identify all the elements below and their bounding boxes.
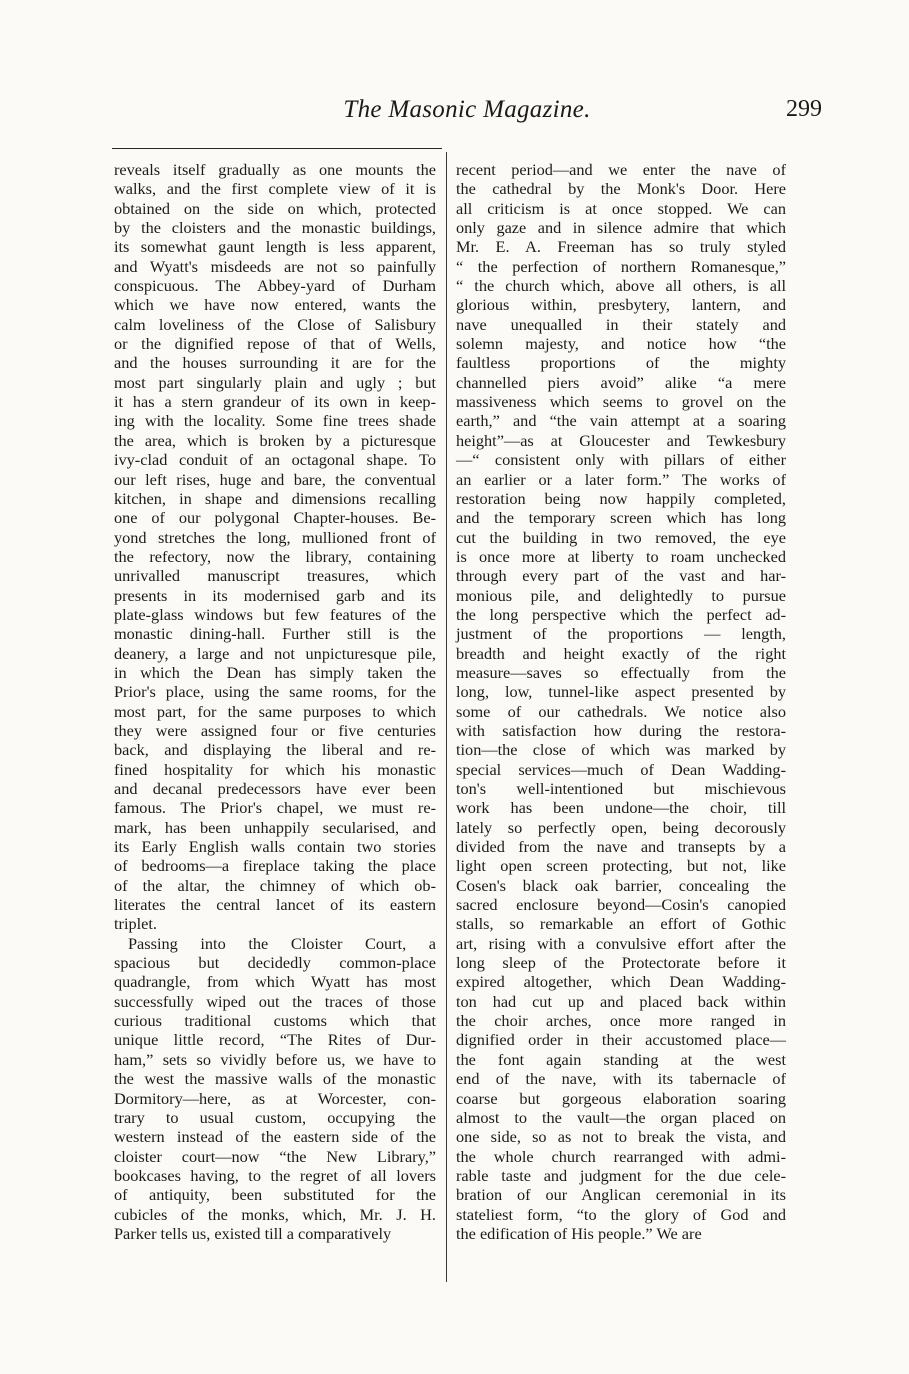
right-column-line: stateliest form, “to the glory of God and xyxy=(456,1204,786,1224)
left-column-line: calm loveliness of the Close of Salisbury xyxy=(114,314,436,334)
left-column-line: mark, has been unhappily secularised, and xyxy=(114,817,436,837)
left-column-line: its Early English walls contain two stories xyxy=(114,837,436,857)
page-header xyxy=(112,96,822,136)
left-column-line: Dormitory—here, as at Worcester, con- xyxy=(114,1088,436,1108)
right-column-line: rable taste and judgment for the due cele- xyxy=(456,1165,786,1185)
left-column-line: successfully wiped out the traces of those xyxy=(114,991,436,1011)
right-column-line: some of our cathedrals. We notice also xyxy=(456,701,786,721)
left-column-line: plate-glass windows but few features of the xyxy=(114,604,436,624)
right-column-line: almost to the vault—the organ placed on xyxy=(456,1107,786,1127)
left-column-line: conspicuous. The Abbey-yard of Durham xyxy=(114,276,436,296)
right-column-line: an earlier or a later form.” The works of xyxy=(456,469,786,489)
right-column-line: channelled piers avoid” alike “a mere xyxy=(456,372,786,392)
left-column-line: Prior's place, using the same rooms, for the xyxy=(114,682,436,702)
left-column-line: and Wyatt's misdeeds are not so painfully xyxy=(114,256,436,276)
right-column-line: stalls, so remarkable an effort of Gothic xyxy=(456,914,786,934)
right-column-line: art, rising with a convulsive effort after the xyxy=(456,933,786,953)
left-column-line: ham,” sets so vividly before us, we have to xyxy=(114,1049,436,1069)
right-column-line: earth,” and “the vain attempt at a soaring xyxy=(456,411,786,431)
left-column-line: in which the Dean has simply taken the xyxy=(114,662,436,682)
right-column-line: special services—much of Dean Wadding- xyxy=(456,759,786,779)
right-column-line: “ the perfection of northern Romanesque,” xyxy=(456,256,786,276)
left-column-line: which we have now entered, wants the xyxy=(114,295,436,315)
right-column-line: nave unequalled in their stately and xyxy=(456,314,786,334)
left-column-line: back, and displaying the liberal and re- xyxy=(114,740,436,760)
right-column-line: bration of our Anglican ceremonial in its xyxy=(456,1185,786,1205)
right-column-line: and the temporary screen which has long xyxy=(456,508,786,528)
left-column-line: it has a stern grandeur of its own in keep- xyxy=(114,392,436,412)
page-number: 299 xyxy=(786,96,822,122)
left-column-line: the west the massive walls of the monastic xyxy=(114,1069,436,1089)
left-column xyxy=(114,160,436,1243)
left-column-line: most part, for the same purposes to which xyxy=(114,701,436,721)
right-column-line: light open screen protecting, but not, like xyxy=(456,856,786,876)
left-column-line: unrivalled manuscript treasures, which xyxy=(114,566,436,586)
left-column-line: literates the central lancet of its eastern xyxy=(114,895,436,915)
left-column-line: and the houses surrounding it are for the xyxy=(114,353,436,373)
left-column-line: presents in its modernised garb and its xyxy=(114,585,436,605)
right-column-line: justment of the proportions — length, xyxy=(456,624,786,644)
right-column-line: the choir arches, once more ranged in xyxy=(456,1011,786,1031)
right-column-line: restoration being now happily completed, xyxy=(456,488,786,508)
left-column-line: bookcases having, to the regret of all lovers xyxy=(114,1165,436,1185)
right-column-line: cut the building in two removed, the eye xyxy=(456,527,786,547)
left-column-line: trary to usual custom, occupying the xyxy=(114,1107,436,1127)
right-column-line: lately so perfectly open, being decorously xyxy=(456,817,786,837)
right-column-line: Cosen's black oak barrier, concealing the xyxy=(456,875,786,895)
right-column-line: recent period—and we enter the nave of xyxy=(456,160,786,179)
left-column-line: of the altar, the chimney of which ob- xyxy=(114,875,436,895)
right-column-line: height”—as at Gloucester and Tewkesbury xyxy=(456,430,786,450)
right-column-line: through every part of the vast and har- xyxy=(456,566,786,586)
left-column-line: they were assigned four or five centuries xyxy=(114,720,436,740)
right-column-line: glorious within, presbytery, lantern, and xyxy=(456,295,786,315)
right-column-line: long sleep of the Protectorate before it xyxy=(456,953,786,973)
left-column-line: or the dignified repose of that of Wells, xyxy=(114,334,436,354)
left-column-line: obtained on the side on which, protected xyxy=(114,198,436,218)
left-column-line: cubicles of the monks, which, Mr. J. H. xyxy=(114,1204,436,1224)
left-column-line: quadrangle, from which Wyatt has most xyxy=(114,972,436,992)
left-column-line: curious traditional customs which that xyxy=(114,1011,436,1031)
left-column-line: unique little record, “The Rites of Dur- xyxy=(114,1030,436,1050)
right-column-line: ton had cut up and placed back within xyxy=(456,991,786,1011)
right-column-line: the font again standing at the west xyxy=(456,1049,786,1069)
right-column xyxy=(456,160,786,1243)
left-column-line: by the cloisters and the monastic buildings, xyxy=(114,218,436,238)
left-column-line: fined hospitality for which his monastic xyxy=(114,759,436,779)
left-column-line: its somewhat gaunt length is less apparent, xyxy=(114,237,436,257)
right-column-line: tion—the close of which was marked by xyxy=(456,740,786,760)
right-column-line: end of the nave, with its tabernacle of xyxy=(456,1069,786,1089)
left-column-line: most part singularly plain and ugly ; but xyxy=(114,372,436,392)
right-column-line: sacred enclosure beyond—Cosin's canopied xyxy=(456,895,786,915)
column-divider xyxy=(446,152,447,1282)
right-column-line: ton's well-intentioned but mischievous xyxy=(456,779,786,798)
left-column-line: of antiquity, been substituted for the xyxy=(114,1185,436,1205)
left-column-line: monastic dining-hall. Further still is the xyxy=(114,624,436,644)
left-column-line: Passing into the Cloister Court, a xyxy=(128,933,436,953)
right-column-line: “ the church which, above all others, is all xyxy=(456,276,786,296)
left-column-line: the area, which is broken by a picturesque xyxy=(114,430,436,450)
right-column-line: dignified order in their accustomed place— xyxy=(456,1030,786,1050)
right-column-line: monious pile, and delightedly to pursue xyxy=(456,585,786,605)
left-column-line: ivy-clad conduit of an octagonal shape. To xyxy=(114,450,436,470)
left-column-line: the refectory, now the library, containing xyxy=(114,546,436,566)
right-column-line: Mr. E. A. Freeman has so truly styled xyxy=(456,237,786,257)
left-column-line: of bedrooms—a fireplace taking the place xyxy=(114,856,436,876)
right-column-line: solemn majesty, and notice how “the xyxy=(456,334,786,354)
left-column-line: famous. The Prior's chapel, we must re- xyxy=(114,798,436,818)
left-column-line: and decanal predecessors have ever been xyxy=(114,779,436,798)
right-column-line: the edification of His people.” We are xyxy=(456,1223,702,1243)
right-column-line: faultless proportions of the mighty xyxy=(456,353,786,373)
right-column-line: the long perspective which the perfect ad- xyxy=(456,604,786,624)
right-column-line: only gaze and in silence admire that which xyxy=(456,218,786,238)
left-column-line: western instead of the eastern side of the xyxy=(114,1127,436,1147)
right-column-line: divided from the nave and transepts by a xyxy=(456,837,786,857)
right-column-line: is once more at liberty to roam unchecked xyxy=(456,546,786,566)
left-column-line: kitchen, in shape and dimensions recalling xyxy=(114,488,436,508)
right-column-line: coarse but gorgeous elaboration soaring xyxy=(456,1088,786,1108)
right-column-line: long, low, tunnel-like aspect presented by xyxy=(456,682,786,702)
left-column-line: yond stretches the long, mullioned front of xyxy=(114,527,436,547)
left-column-line: walks, and the first complete view of it is xyxy=(114,179,436,199)
right-column-line: all criticism is at once stopped. We can xyxy=(456,198,786,218)
left-column-line: Parker tells us, existed till a comparatively xyxy=(114,1223,392,1243)
right-column-line: breadth and height exactly of the right xyxy=(456,643,786,663)
left-column-line: ing with the locality. Some fine trees shade xyxy=(114,411,436,431)
right-column-line: the whole church rearranged with admi- xyxy=(456,1146,786,1166)
running-title: The Masonic Magazine. xyxy=(343,96,591,123)
right-column-line: expired altogether, which Dean Wadding- xyxy=(456,972,786,992)
right-column-line: one side, so as not to break the vista, and xyxy=(456,1127,786,1147)
right-column-line: —“ consistent only with pillars of either xyxy=(456,450,786,470)
left-column-line: our left rises, huge and bare, the conventual xyxy=(114,469,436,489)
left-column-line: reveals itself gradually as one mounts the xyxy=(114,160,436,179)
right-column-line: massiveness which seems to grovel on the xyxy=(456,392,786,412)
left-column-line: cloister court—now “the New Library,” xyxy=(114,1146,436,1166)
right-column-line: measure—saves so effectually from the xyxy=(456,662,786,682)
right-column-line: work has been undone—the choir, till xyxy=(456,798,786,818)
header-rule xyxy=(112,148,442,149)
left-column-line: spacious but decidedly common-place xyxy=(114,953,436,973)
left-column-line: one of our polygonal Chapter-houses. Be- xyxy=(114,508,436,528)
right-column-line: with satisfaction how during the restora- xyxy=(456,720,786,740)
right-column-line: the cathedral by the Monk's Door. Here xyxy=(456,179,786,199)
left-column-line: deanery, a large and not unpicturesque pile, xyxy=(114,643,436,663)
left-column-line: triplet. xyxy=(114,914,157,934)
